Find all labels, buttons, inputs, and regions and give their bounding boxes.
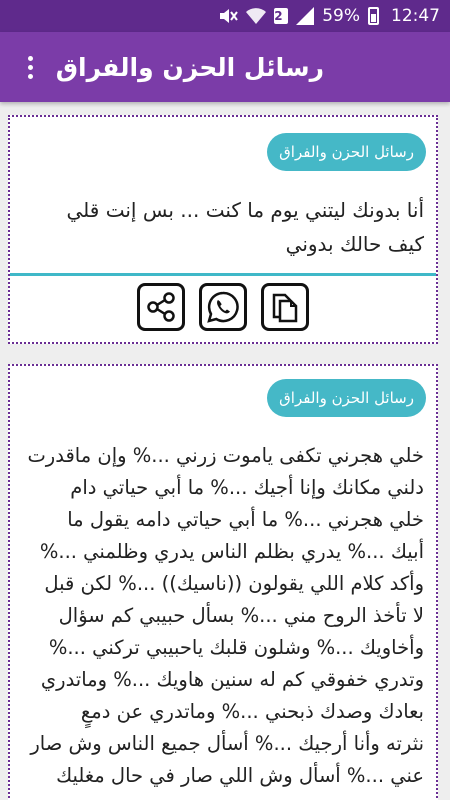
sim-icon: 2 bbox=[274, 8, 288, 24]
message-line: وأكد كلام اللي يقولون ((ناسيك)) ...% لكن قبل bbox=[44, 572, 424, 595]
app-bar bbox=[0, 32, 450, 102]
message-line: وأخاويك ...% وشلون قلبك ياحبيبي تركني ...% bbox=[48, 636, 424, 659]
more-vert-icon[interactable] bbox=[18, 52, 42, 82]
clock: 12:47 bbox=[391, 6, 440, 26]
category-badge: رسائل الحزن والفراق bbox=[267, 133, 426, 171]
message-line: وتدري خفوقي كم له سنين هاويك ...% وماتدري bbox=[40, 668, 424, 691]
wifi-icon bbox=[246, 8, 266, 24]
message-line: كيف حالك بدوني bbox=[285, 232, 424, 256]
signal-icon bbox=[296, 7, 314, 25]
whatsapp-button[interactable] bbox=[199, 283, 247, 331]
battery-icon bbox=[368, 7, 379, 25]
message-line: عني ...% أسأل وش اللي صار في حال مغليك bbox=[56, 764, 424, 787]
message-text[interactable] bbox=[20, 440, 424, 792]
mute-icon bbox=[218, 7, 238, 25]
message-line: دلني مكانك وإنا أجيك ...% ما أبي حياتي دام bbox=[70, 476, 424, 499]
message-line: خلي هجرني تكفى ياموت زرني ...% وإن ماقدرت bbox=[27, 444, 424, 467]
message-line: بعادك وصدك ذبحني ...% وماتدري عن دمعٍ bbox=[80, 700, 424, 723]
message-card bbox=[8, 364, 438, 800]
message-line: أنا بدونك ليتني يوم ما كنت ... بس إنت قلي bbox=[66, 198, 424, 222]
whatsapp-icon bbox=[206, 290, 240, 324]
message-card bbox=[8, 115, 438, 344]
category-badge: رسائل الحزن والفراق bbox=[267, 379, 426, 417]
message-line: خلي هجرني ...% ما أبي حياتي دامه يقول ما bbox=[67, 508, 424, 531]
message-line: أبيك ...% يدري بظلم الناس يدري وظلمني ...% bbox=[39, 540, 424, 563]
share-button[interactable] bbox=[137, 283, 185, 331]
message-text[interactable] bbox=[20, 193, 424, 261]
copy-icon bbox=[268, 290, 302, 324]
copy-button[interactable] bbox=[261, 283, 309, 331]
message-line: نثرته وأنا أرجيك ...% أسأل جميع الناس وش صار bbox=[30, 732, 424, 755]
divider bbox=[10, 273, 436, 276]
share-icon bbox=[144, 290, 178, 324]
message-line: لا تأخذ الروح مني ...% بسأل حبيبي كم سؤال bbox=[58, 604, 424, 627]
status-bar bbox=[0, 0, 450, 32]
battery-percent: 59% bbox=[322, 6, 360, 26]
action-bar bbox=[10, 283, 436, 331]
page-title: رسائل الحزن والفراق bbox=[55, 52, 324, 82]
